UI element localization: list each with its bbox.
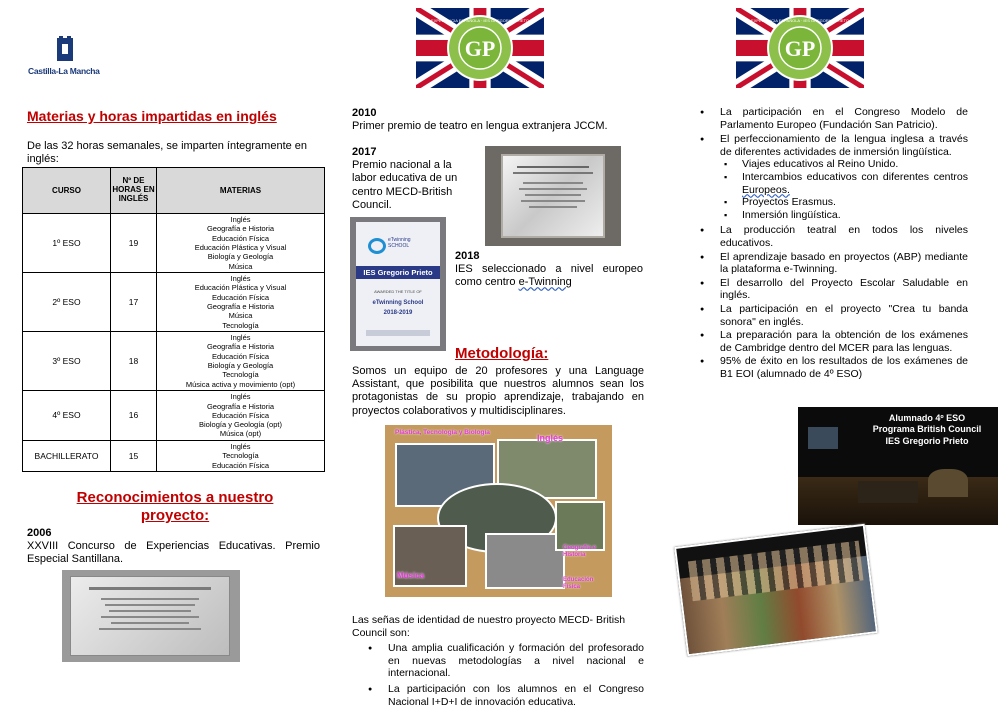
plaque-photo-2017: [485, 146, 621, 246]
cell-horas: 19: [111, 214, 157, 273]
logo-text: Castilla-La Mancha: [28, 66, 100, 76]
materia-item: Tecnología: [222, 370, 259, 380]
badge-arc-text: EXPERIENCIA ESPAÑOLA · IES GREGORIO PRIETO: [751, 18, 849, 23]
photo-caption-line: Programa British Council: [872, 424, 982, 435]
materia-item: Música (opt): [219, 429, 262, 439]
materia-item: Biología y Geología (opt): [199, 420, 282, 430]
cell-curso: 1º ESO: [23, 214, 111, 273]
cell-horas: 18: [111, 332, 157, 391]
europeos-term: Europeos.: [742, 183, 790, 196]
list-item: ● 95% de éxito en los resultados de los exámenes de B1 EOI (alumnado de 4º ESO): [698, 355, 968, 380]
senas-list: [366, 642, 644, 707]
sub-list-item: ▪ Inmersión lingüística.: [720, 209, 968, 222]
materia-item: Educación Física: [211, 351, 270, 361]
etwinning-term: e-Twinning: [518, 276, 572, 289]
group-costume-photo: [674, 524, 878, 657]
etwinning-awarded: AWARDED THE TITLE OF: [374, 289, 422, 294]
materia-item: Música: [228, 261, 253, 271]
svg-text:GP: GP: [784, 36, 816, 61]
cell-horas: 16: [111, 391, 157, 441]
table-row: [23, 391, 325, 441]
svg-text:GP: GP: [464, 36, 496, 61]
award-2017: [352, 146, 462, 212]
cell-horas: 17: [111, 273, 157, 332]
materia-item: Biología y Geología: [207, 252, 274, 262]
clm-logo: [28, 34, 108, 76]
award-2018-text: IES seleccionado a nivel europeo como centro: [455, 263, 643, 289]
table-row: [23, 332, 325, 391]
collage-label-geografia: Geografía e Historia: [563, 545, 597, 558]
materia-item: Tecnología: [222, 451, 259, 461]
list-item: ● El perfeccionamiento de la lengua inglesa a través de diferentes actividades de inmersión lingüística.: [698, 133, 968, 158]
theatre-photo: [798, 407, 998, 525]
materia-item: Educación Física: [211, 292, 270, 302]
photo-caption-line: Alumnado 4º ESO: [888, 413, 966, 423]
list-item: ● El desarrollo del Proyecto Escolar Saludable en inglés.: [698, 277, 968, 302]
cell-materias: [157, 273, 325, 332]
reconocimientos-title: Reconocimientos a nuestro proyecto:: [76, 489, 274, 524]
table-row: [23, 441, 325, 472]
metodologia-title: Metodología:: [455, 345, 549, 362]
materia-item: Educación Física: [211, 233, 270, 243]
cell-horas: 15: [111, 441, 157, 472]
collage-label-plastica: Plástica, Tecnología y Biología: [395, 429, 490, 436]
materia-item: Educación Plástica y Visual: [194, 283, 287, 293]
col-header-curso: CURSO: [23, 168, 111, 214]
materia-item: Música activa y movimiento (opt): [185, 379, 296, 389]
materia-item: Geografía e Historia: [206, 401, 275, 411]
identity-list: [698, 106, 968, 380]
list-item: ● La participación con los alumnos en el Congreso Nacional I+D+I de innovación educativa.: [366, 683, 644, 707]
award-2010-text: Primer premio de teatro en lengua extranjera JCCM.: [352, 120, 608, 133]
award-2010: [352, 107, 642, 133]
plaque-photo-2006: [62, 570, 240, 662]
photo-caption-line: IES Gregorio Prieto: [885, 435, 969, 446]
list-item: ● El aprendizaje basado en proyectos (ABP) mediante la plataforma e-Twinning.: [698, 251, 968, 276]
award-2018: [455, 250, 643, 290]
materia-item: Geografía e Historia: [206, 302, 275, 311]
collage-label-musica: Música: [397, 571, 425, 580]
materia-item: Biología y Geología: [207, 361, 274, 370]
etwinning-years: 2018-2019: [383, 310, 413, 316]
col-header-materias: MATERIAS: [157, 168, 325, 214]
materias-table: [22, 167, 325, 472]
etwinning-school-name: IES Gregorio Prieto: [356, 266, 440, 279]
cell-materias: [157, 391, 325, 441]
list-item: ● La preparación para la obtención de los exámenes de Cambridge dentro del MCER para las lenguas.: [698, 329, 968, 354]
award-2017-text: Premio nacional a la labor educativa de un centro MECD-British Council.: [352, 159, 458, 211]
table-row: [23, 273, 325, 332]
cell-materias: [157, 332, 325, 391]
sub-list-item: ▪ Proyectos Erasmus.: [720, 196, 968, 209]
table-row: [23, 214, 325, 273]
materia-item: Educación Plástica y Visual: [194, 243, 287, 252]
etwinning-certificate: [350, 217, 446, 351]
list-item: ● La participación en el Congreso Modelo de Parlamento Europeo (Fundación San Patricio).: [698, 106, 968, 131]
materia-item: Geografía e Historia: [206, 224, 275, 234]
methodology-collage: [385, 425, 612, 597]
award-2018-year: 2018: [455, 250, 480, 262]
metodologia-text: Somos un equipo de 20 profesores y una Language Assistant, que posibilita que nuestros alumnos sean los protagonistas de su propio aprendizaje, trabajando en proyectos colaborativos y multidisciplinares.: [352, 365, 644, 417]
materia-item: Tecnología: [222, 320, 259, 330]
senas-intro: Las señas de identidad de nuestro proyecto MECD- British Council son:: [352, 614, 626, 639]
etwinning-label: eTwinning School: [372, 300, 424, 306]
award-2006: [27, 527, 320, 567]
materias-heading: [27, 108, 327, 124]
photo-caption: [858, 413, 996, 447]
etwinning-brand: eTwinning SCHOOL: [388, 237, 411, 249]
col-header-horas: Nº DE HORAS EN INGLÉS: [111, 168, 157, 214]
senas-section: [352, 614, 644, 707]
sub-list-item-text: Intercambios educativos con diferentes centros: [742, 170, 968, 183]
collage-label-edfisica: Educación Física: [563, 577, 594, 590]
materia-item: Inglés: [230, 392, 251, 402]
list-item: ● La producción teatral en todos los niveles educativos.: [698, 224, 968, 249]
award-2006-year: 2006: [27, 527, 52, 539]
cell-curso: 3º ESO: [23, 332, 111, 391]
cell-materias: [157, 441, 325, 472]
materia-item: Música: [228, 311, 253, 321]
sublist: [720, 158, 968, 221]
award-2017-year: 2017: [352, 146, 377, 158]
award-2006-text: XXVIII Concurso de Experiencias Educativas. Premio Especial Santillana.: [27, 540, 320, 566]
shield-icon: [54, 34, 76, 64]
sub-list-item: ▪ Viajes educativos al Reino Unido.: [720, 158, 968, 171]
list-item: ● La participación en el proyecto "Crea tu banda sonora" en inglés.: [698, 303, 968, 328]
materia-item: Inglés: [230, 215, 251, 225]
cell-curso: 4º ESO: [23, 391, 111, 441]
materia-item: Geografía e Historia: [206, 342, 275, 352]
award-2010-year: 2010: [352, 107, 377, 119]
cell-curso: BACHILLERATO: [23, 441, 111, 472]
materia-item: Inglés: [230, 442, 251, 451]
cell-materias: [157, 214, 325, 273]
uk-flag-badge-1: [416, 8, 544, 88]
badge-arc-text: EXPERIENCIA ESPAÑOLA · IES GREGORIO PRIETO: [431, 18, 529, 23]
collage-label-ingles: Inglés: [537, 433, 564, 443]
uk-flag-badge-2: [736, 8, 864, 88]
materia-item: Educación Física: [211, 410, 270, 420]
list-item: ● Una amplia cualificación y formación del profesorado en nuevas metodologías a nivel nacional e internacional.: [366, 642, 644, 680]
materia-item: Educación Física: [211, 460, 270, 470]
materias-intro: De las 32 horas semanales, se imparten íntegramente en inglés:: [27, 140, 308, 166]
materia-item: Inglés: [230, 274, 251, 284]
cell-curso: 2º ESO: [23, 273, 111, 332]
sub-list-item: [720, 171, 968, 196]
materias-title: Materias y horas impartidas en inglés: [27, 108, 277, 124]
materia-item: Inglés: [230, 333, 251, 343]
